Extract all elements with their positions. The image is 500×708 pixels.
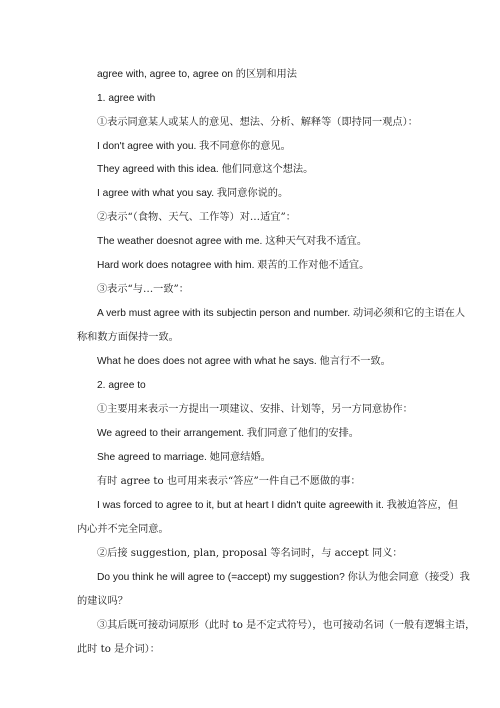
definition-line: ②后接 suggestion, plan, proposal 等名词时，与 accept 同义： bbox=[97, 548, 403, 559]
example-line: They agreed with this idea. 他们同意这个想法。 bbox=[97, 164, 314, 175]
example-line: Hard work does notagree with him. 艰苦的工作对他不适宜。 bbox=[97, 260, 370, 271]
definition-line: ②表示“（食物、天气、工作等）对…适宜”： bbox=[97, 212, 296, 223]
example-line: Do you think he will agree to (=accept) my suggestion? 你认为他会同意（接受）我 bbox=[97, 572, 470, 583]
definition-line-continuation: 此时 to 是介词）： bbox=[77, 644, 160, 655]
example-line-continuation: 的建议吗？ bbox=[77, 596, 128, 607]
example-line-continuation: 称和数方面保持一致。 bbox=[77, 332, 179, 343]
example-line: She agreed to marriage. 她同意结婚。 bbox=[97, 452, 271, 463]
definition-line: ①表示同意某人或某人的意见、想法、分析、解释等（即持同一观点）： bbox=[97, 117, 418, 128]
example-line: We agreed to their arrangement. 我们同意了他们的安排。 bbox=[97, 428, 359, 439]
section-heading: 1. agree with bbox=[97, 93, 156, 104]
example-line: The weather doesnot agree with me. 这种天气对我不适宜。 bbox=[97, 236, 368, 247]
note-line: 有时 agree to 也可用来表示“答应”一件自己不愿做的事： bbox=[97, 476, 361, 487]
definition-line: ①主要用来表示一方提出一项建议、安排、计划等，另一方同意协作： bbox=[97, 404, 413, 415]
example-line: What he does does not agree with what he says. 他言行不一致。 bbox=[97, 356, 391, 367]
example-line: I agree with what you say. 我同意你说的。 bbox=[97, 188, 289, 199]
definition-line: ③表示“与…一致”： bbox=[97, 284, 189, 295]
definition-line: ③其后既可接动词原形（此时 to 是不定式符号），也可接动名词（一般有逻辑主语， bbox=[97, 620, 476, 631]
section-heading: 2. agree to bbox=[97, 380, 146, 391]
document-title: agree with, agree to, agree on 的区别和用法 bbox=[97, 69, 297, 80]
example-line: I don't agree with you. 我不同意你的意见。 bbox=[97, 141, 291, 152]
example-line-continuation: 内心并不完全同意。 bbox=[77, 524, 169, 535]
example-line: I was forced to agree to it, but at heart I didn't quite agreewith it. 我被迫答应，但 bbox=[97, 500, 458, 511]
example-line: A verb must agree with its subjectin person and number. 动词必须和它的主语在人 bbox=[97, 308, 466, 319]
